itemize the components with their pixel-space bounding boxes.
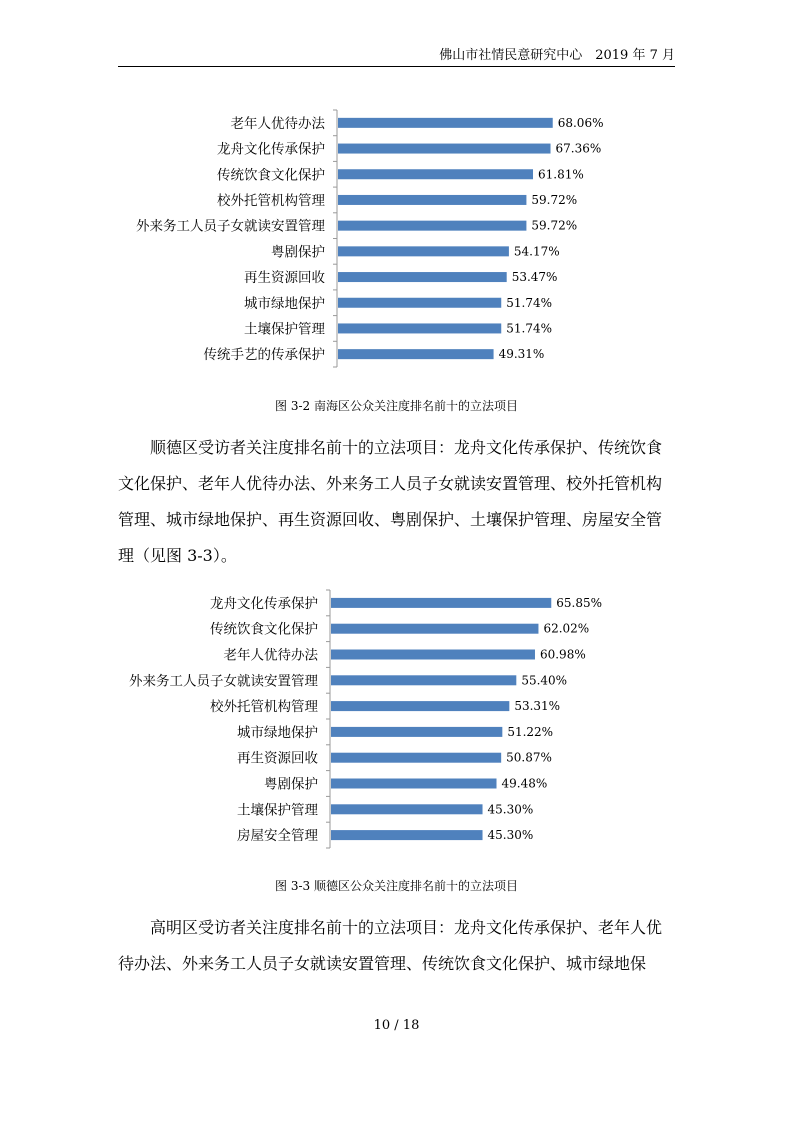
data-label: 62.02% (543, 621, 590, 636)
data-label: 53.47% (511, 270, 558, 285)
chart-nanhai-caption: 图 3-2 南海区公众关注度排名前十的立法项目 (275, 399, 518, 413)
category-label: 传统饮食文化保护 (217, 167, 325, 184)
paragraph-line: 理（见图 3-3）。 (118, 546, 237, 565)
bar (338, 298, 501, 308)
bar (331, 701, 509, 711)
bar (338, 349, 494, 359)
page-number: 10 / 18 (373, 1018, 420, 1033)
paragraph-line: 待办法、外来务工人员子女就读安置管理、传统饮食文化保护、城市绿地保 (118, 954, 647, 973)
page-header: 佛山市社情民意研究中心 2019 年 7 月 (118, 46, 675, 67)
chart-nanhai-svg (0, 104, 793, 372)
data-label: 45.30% (487, 828, 534, 843)
paragraph-line: 高明区受访者关注度排名前十的立法项目：龙舟文化传承保护、老年人优 (150, 918, 663, 937)
bar (331, 753, 501, 763)
category-label: 老年人优待办法 (230, 115, 325, 132)
bar (338, 144, 551, 154)
data-label: 51.22% (507, 724, 554, 739)
category-label: 龙舟文化传承保护 (210, 595, 318, 612)
bar (331, 779, 497, 789)
data-label: 55.40% (521, 673, 568, 688)
data-label: 53.31% (514, 699, 561, 714)
category-label: 粤剧保护 (264, 776, 318, 793)
bar (338, 272, 507, 282)
data-label: 67.36% (555, 141, 602, 156)
category-label: 传统饮食文化保护 (210, 621, 318, 638)
bar (338, 169, 533, 179)
bar (331, 650, 535, 660)
data-label: 65.85% (556, 595, 603, 610)
bar (338, 246, 509, 256)
chart-shunde (0, 586, 793, 854)
data-label: 49.48% (501, 776, 548, 791)
data-label: 61.81% (538, 167, 584, 182)
data-label: 68.06% (557, 115, 604, 130)
category-label: 城市绿地保护 (244, 295, 325, 312)
chart-shunde-caption: 图 3-3 顺德区公众关注度排名前十的立法项目 (275, 879, 518, 893)
data-label: 50.87% (506, 750, 552, 765)
data-label: 59.72% (531, 192, 578, 207)
chart-shunde-svg (0, 586, 793, 854)
bar (338, 118, 553, 128)
paragraph-line: 文化保护、老年人优待办法、外来务工人员子女就读安置管理、校外托管机构 (118, 474, 663, 493)
data-label: 54.17% (513, 244, 560, 259)
paragraph-line: 顺德区受访者关注度排名前十的立法项目：龙舟文化传承保护、传统饮食 (150, 438, 663, 457)
category-label: 再生资源回收 (237, 750, 318, 767)
bar (338, 221, 526, 231)
category-label: 土壤保护管理 (244, 321, 325, 338)
category-label: 再生资源回收 (244, 270, 325, 287)
bar (338, 323, 501, 333)
category-label: 龙舟文化传承保护 (217, 141, 325, 158)
bar (331, 727, 502, 737)
category-label: 传统手艺的传承保护 (203, 347, 325, 364)
category-label: 校外托管机构管理 (217, 192, 325, 209)
category-label: 城市绿地保护 (237, 724, 318, 741)
paragraph-line: 管理、城市绿地保护、再生资源回收、粤剧保护、土壤保护管理、房屋安全管 (118, 510, 663, 529)
category-label: 粤剧保护 (271, 244, 325, 261)
bar (331, 830, 483, 840)
category-label: 外来务工人员子女就读安置管理 (129, 673, 318, 690)
category-label: 外来务工人员子女就读安置管理 (136, 218, 325, 235)
data-label: 45.30% (487, 802, 534, 817)
category-label: 老年人优待办法 (223, 647, 318, 664)
category-label: 房屋安全管理 (237, 828, 318, 845)
data-label: 60.98% (539, 647, 586, 662)
bar (331, 624, 538, 634)
data-label: 59.72% (531, 218, 578, 233)
data-label: 49.31% (498, 347, 545, 362)
chart-nanhai (0, 104, 793, 372)
bar (331, 675, 516, 685)
data-label: 51.74% (506, 321, 553, 336)
bar (331, 804, 483, 814)
category-label: 校外托管机构管理 (210, 699, 318, 716)
bar (338, 195, 526, 205)
data-label: 51.74% (506, 295, 553, 310)
bar (331, 598, 551, 608)
category-label: 土壤保护管理 (237, 802, 318, 819)
